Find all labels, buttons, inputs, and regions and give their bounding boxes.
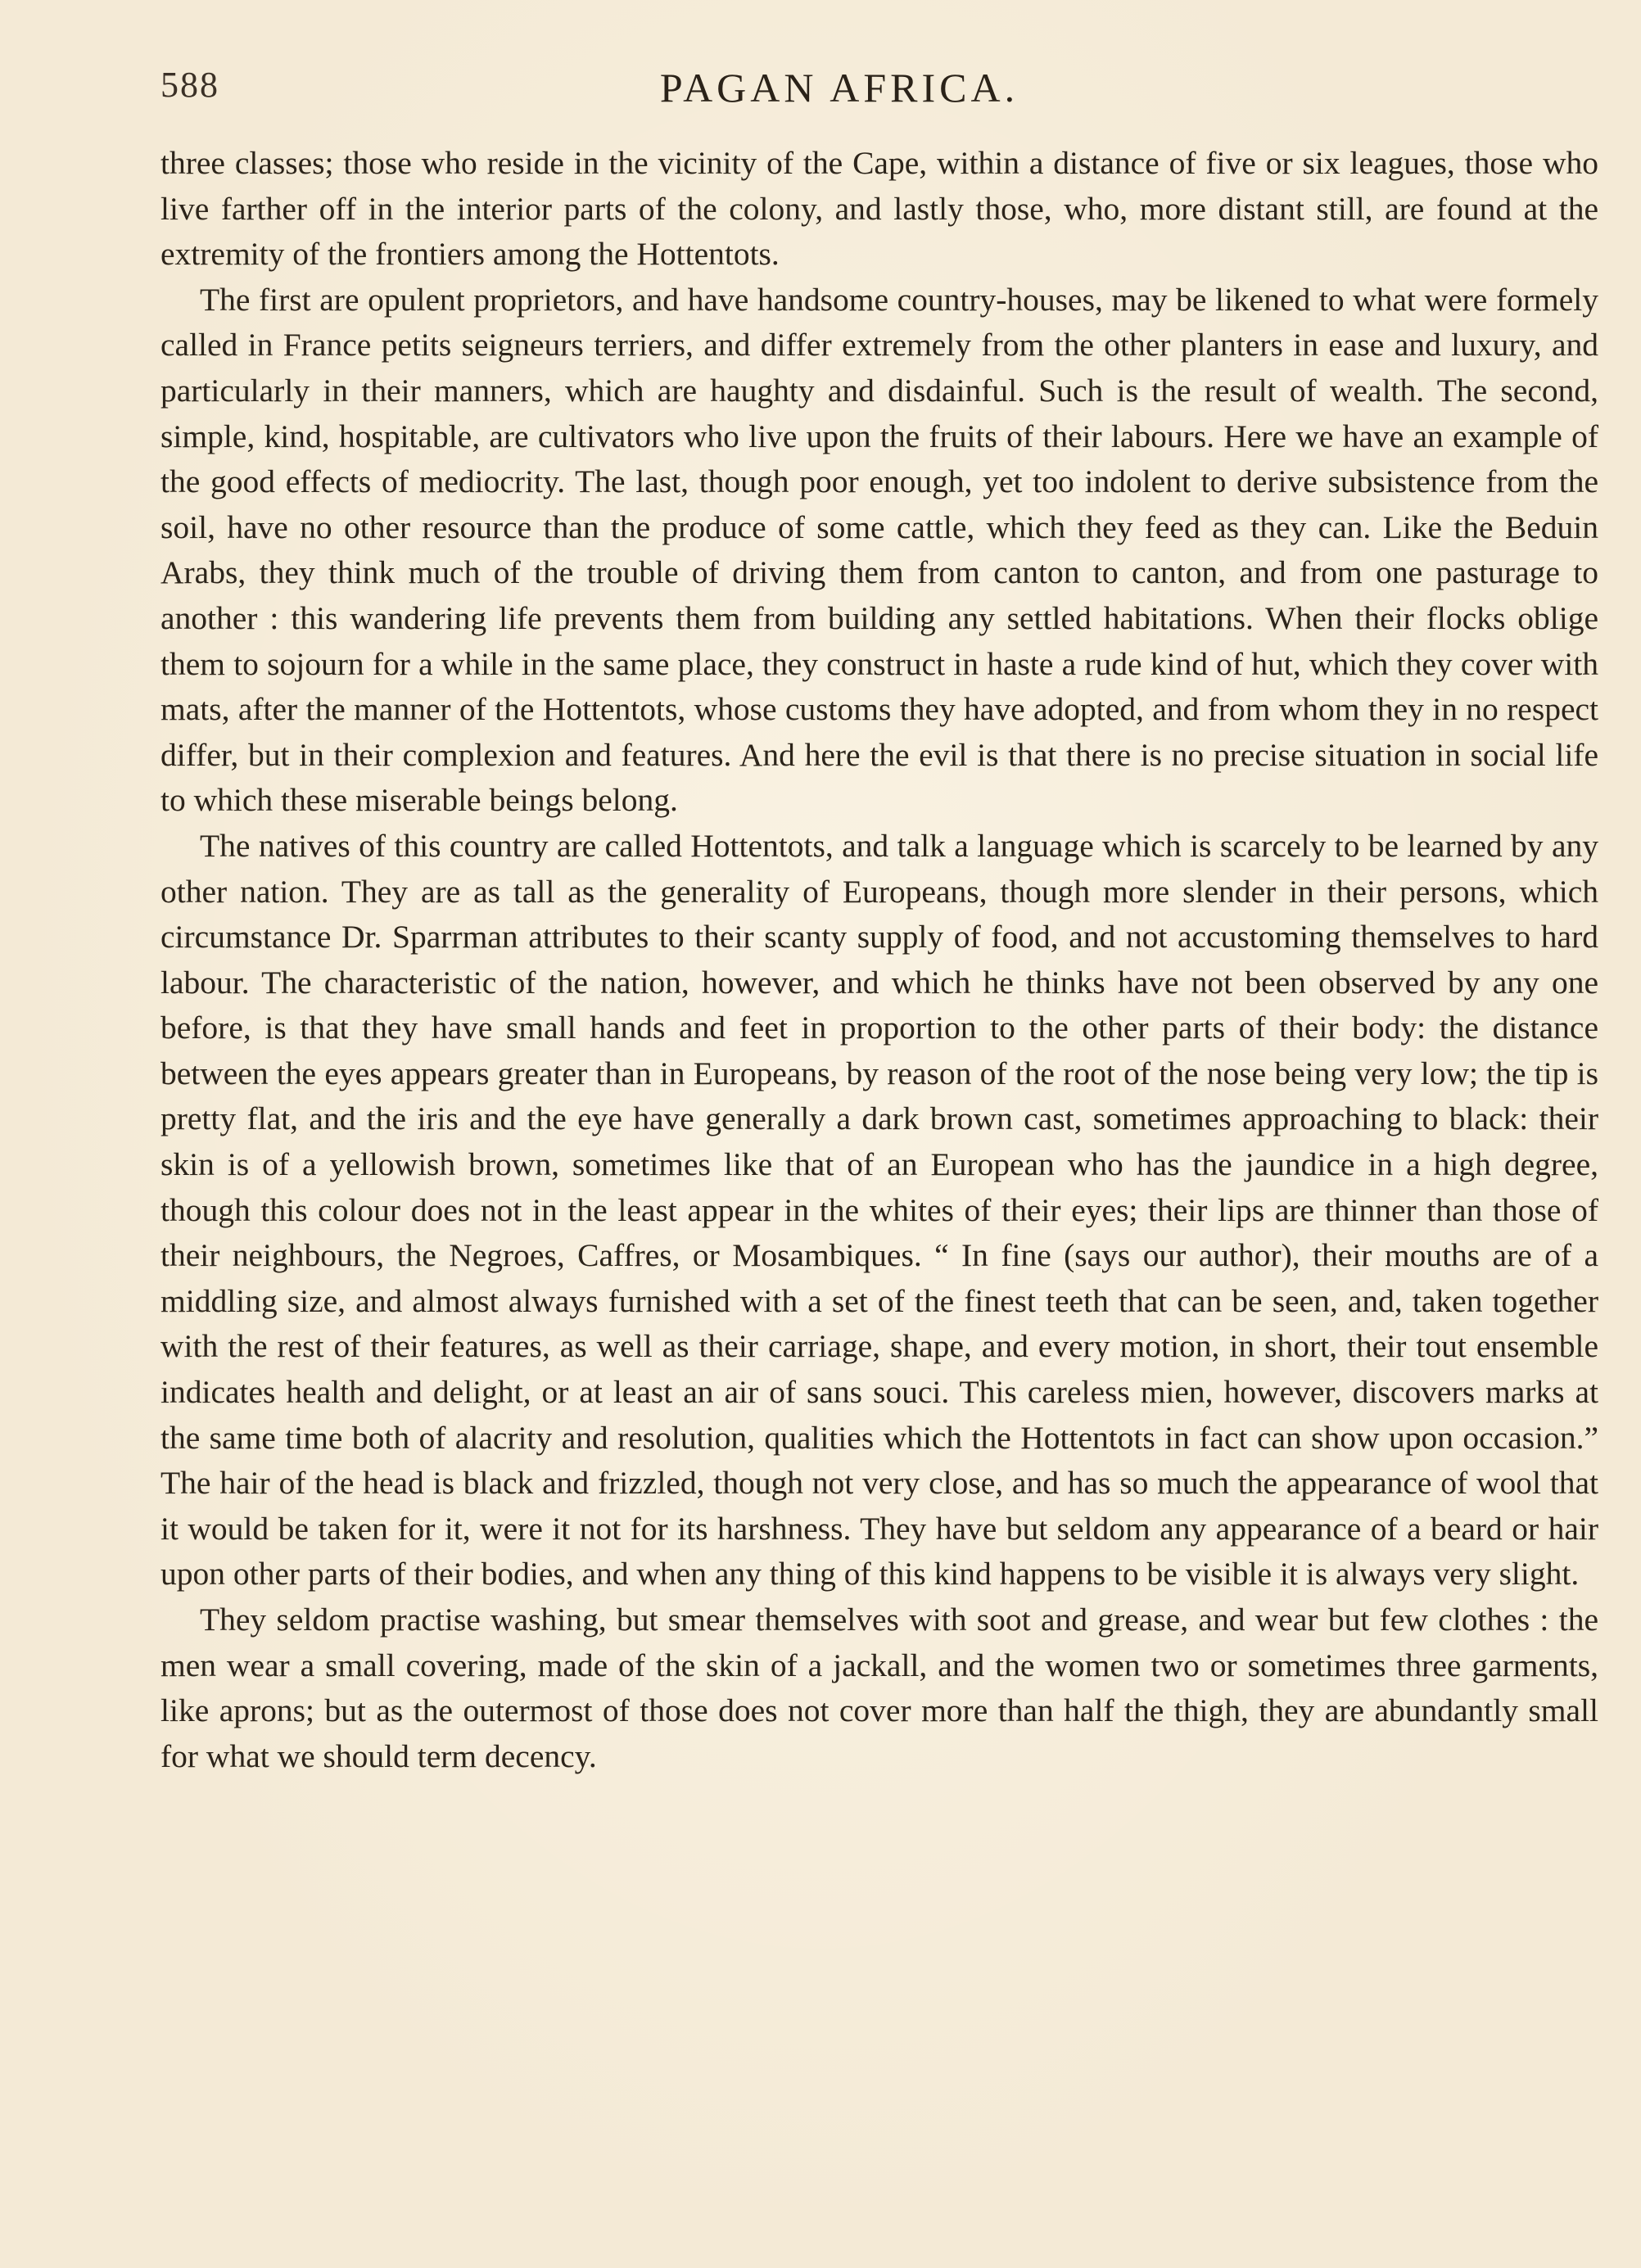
paragraph-customs: They seldom practise washing, but smear themselves with soot and grease, and wear but few clothes : the men wear a small covering, made of the skin of a jackall, and the women two or sometimes three garments, like aprons; but as the outermost of those does not cover more than half the thigh, they are abundantly small for what we should term decency. <box>160 1602 1598 1774</box>
paragraph-hottentot-description: The natives of this country are called Hottentots, and talk a language which is scarcely to be learned by any other nation. They are as tall as the generality of Europeans, though more slender in their persons, which circumstance Dr. Sparrman attributes to their scanty supply of food, and not accustoming themselves to hard labour. The characteristic of the nation, however, and which he thinks have not been observed by any one before, is that they have small hands and feet in proportion to the other parts of their body: the distance between the eyes appears greater than in Europeans, by reason of the root of the nose being very low; the tip is pretty flat, and the iris and the eye have generally a dark brown cast, sometimes approaching to black: their skin is of a yellowish brown, sometimes like that of an European who has the jaundice in a high degree, though this colour does not in the least appear in the whites of their eyes; their lips are thinner than those of their neighbours, the Negroes, Caffres, or Mosambiques. “ In fine (says our author), their mouths are of a middling size, and almost always furnished with a set of the finest teeth that can be seen, and, taken together with the rest of their features, as well as their carriage, shape, and every motion, in short, their tout ensemble indicates health and delight, or at least an air of sans souci. This careless mien, however, discovers marks at the same time both of alacrity and resolution, qualities which the Hottentots in fact can show upon occasion.” The hair of the head is black and frizzled, though not very close, and has so much the appearance of wool that it would be taken for it, were it not for its harshness. They have but seldom any appearance of a beard or hair upon other parts of their bodies, and when any thing of this kind happens to be visible it is always very slight. <box>160 827 1598 1593</box>
paragraph-continued: three classes; those who reside in the vicinity of the Cape, within a distance of five or six leagues, those who live farther off in the interior parts of the colony, and lastly those, who, more distant still, are found at the extremity of the frontiers among the Hottentots. <box>160 145 1598 273</box>
running-title: PAGAN AFRICA. <box>659 65 1019 111</box>
running-head <box>160 64 1518 113</box>
paragraph-colonist-classes: The first are opulent proprietors, and have handsome country-houses, may be likened to what were formely called in France petits seigneurs terriers, and differ extremely from the other planters in ease and luxury, and particularly in their manners, which are haughty and disdainful. Such is the result of wealth. The second, simple, kind, hospitable, are cultivators who live upon the fruits of their labours. Here we have an example of the good effects of mediocrity. The last, though poor enough, yet too indolent to derive subsistence from the soil, have no other resource than the produce of some cattle, which they feed as they can. Like the Beduin Arabs, they think much of the trouble of driving them from canton to canton, and from one pasturage to another : this wandering life prevents them from building any settled habitations. When their flocks oblige them to sojourn for a while in the same place, they construct in haste a rude kind of hut, which they cover with mats, after the manner of the Hottentots, whose customs they have adopted, and from whom they in no respect differ, but in their complexion and features. And here the evil is that there is no precise situation in social life to which these miserable beings belong. <box>160 281 1598 819</box>
body-text <box>160 141 1598 1779</box>
page-number: 588 <box>160 65 219 105</box>
